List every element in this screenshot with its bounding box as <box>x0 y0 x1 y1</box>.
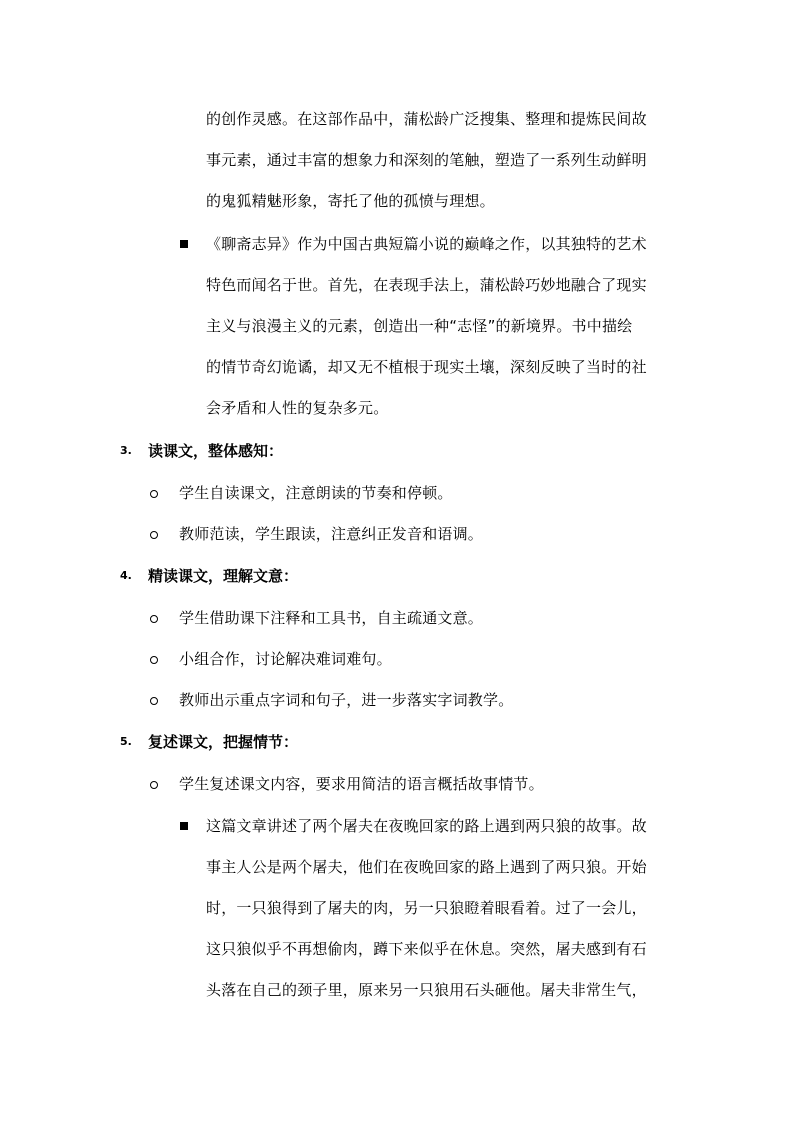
paragraph-line: 的情节奇幻诡谲，却又无不植根于现实土壤，深刻反映了当时的社 <box>206 358 647 376</box>
paragraph-line: 事主人公是两个屠夫，他们在夜晚回家的路上遇到了两只狼。开始 <box>206 858 647 876</box>
circle-bullet-icon <box>150 656 158 664</box>
circle-bullet-icon <box>150 697 158 705</box>
list-item: 小组合作，讨论解决难词难句。 <box>179 650 392 668</box>
list-number: 5. <box>120 735 132 748</box>
section-heading: 精读课文，理解文意： <box>148 567 299 585</box>
circle-bullet-icon <box>150 531 158 539</box>
paragraph-line: 的鬼狐精魅形象，寄托了他的孤愤与理想。 <box>206 192 495 210</box>
paragraph-line: 这只狼似乎不再想偷肉，蹲下来似乎在休息。突然，屠夫感到有石 <box>206 940 647 958</box>
paragraph-line: 事元素，通过丰富的想象力和深刻的笔触，塑造了一系列生动鲜明 <box>206 151 647 169</box>
paragraph-line: 的创作灵感。在这部作品中，蒲松龄广泛搜集、整理和提炼民间故 <box>206 110 647 128</box>
list-item: 学生借助课下注释和工具书，自主疏通文意。 <box>179 609 484 627</box>
paragraph-line: 主义与浪漫主义的元素，创造出一种“志怪”的新境界。书中描绘 <box>206 317 633 335</box>
square-bullet-icon <box>180 240 188 248</box>
list-item: 学生自读课文，注意朗读的节奏和停顿。 <box>179 484 453 502</box>
list-item: 教师出示重点字词和句子，进一步落实字词教学。 <box>179 691 514 709</box>
paragraph-line: 特色而闻名于世。首先，在表现手法上，蒲松龄巧妙地融合了现实 <box>206 276 647 294</box>
paragraph-line: 时，一只狼得到了屠夫的肉，另一只狼瞪着眼看着。过了一会儿， <box>206 899 647 917</box>
section-heading: 读课文，整体感知： <box>148 442 284 460</box>
paragraph-line: 《聊斋志异》作为中国古典短篇小说的巅峰之作，以其独特的艺术 <box>206 235 647 253</box>
list-item: 学生复述课文内容，要求用简洁的语言概括故事情节。 <box>179 775 544 793</box>
square-bullet-icon <box>180 822 188 830</box>
list-number: 3. <box>120 444 132 457</box>
circle-bullet-icon <box>150 781 158 789</box>
list-number: 4. <box>120 569 132 582</box>
list-item: 教师范读，学生跟读，注意纠正发音和语调。 <box>179 525 484 543</box>
paragraph-line: 头落在自己的颈子里，原来另一只狼用石头砸他。屠夫非常生气， <box>206 981 647 999</box>
circle-bullet-icon <box>150 615 158 623</box>
paragraph-line: 会矛盾和人性的复杂多元。 <box>206 399 389 417</box>
paragraph-line: 这篇文章讲述了两个屠夫在夜晚回家的路上遇到两只狼的故事。故 <box>206 817 647 835</box>
section-heading: 复述课文，把握情节： <box>148 733 299 751</box>
circle-bullet-icon <box>150 490 158 498</box>
